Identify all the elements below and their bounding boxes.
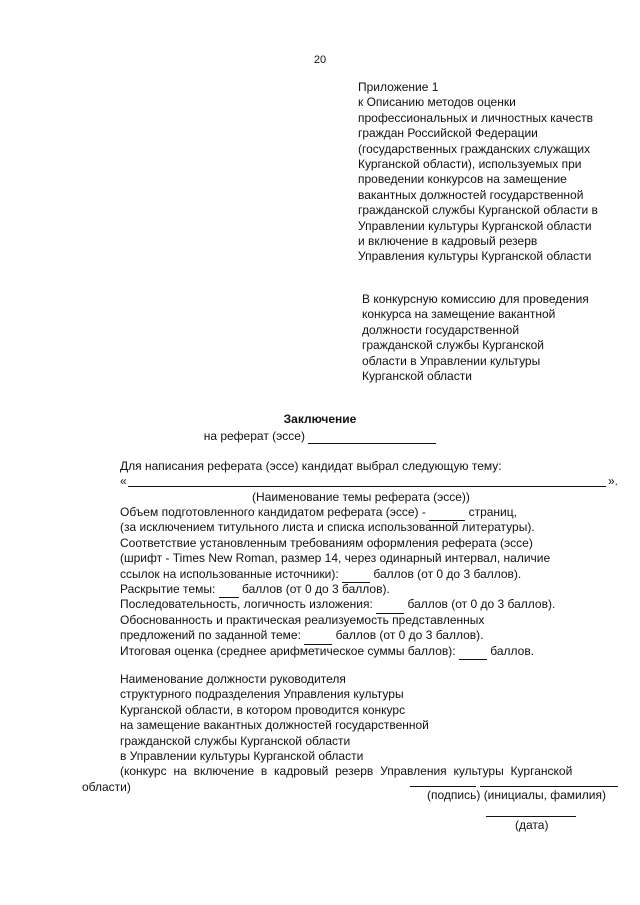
proposals-label: предложений по заданной теме: <box>120 628 301 643</box>
appendix-line: граждан Российской Федерации <box>358 126 538 141</box>
signature-caption: (подпись) (инициалы, фамилия) <box>427 788 606 802</box>
signer-line: гражданской службы Курганской области <box>120 733 351 748</box>
signer-line: в Управлении культуры Курганской области <box>120 748 364 763</box>
appendix-block <box>358 80 598 265</box>
addressee-line: гражданской службы Курганской <box>362 338 544 353</box>
appendix-line: Приложение 1 <box>358 80 439 94</box>
exclusion-note: (за исключением титульного листа и списка использованной литературы). <box>120 520 535 535</box>
logic-score-blank <box>376 597 404 613</box>
proposals-score-unit: баллов (от 0 до 3 баллов). <box>335 628 484 643</box>
addressee-line: Курганской области <box>362 368 472 383</box>
document-title: Заключение <box>283 412 357 426</box>
date-line <box>486 816 576 817</box>
references-label: ссылок на использованные источники): <box>120 566 339 581</box>
signature-line <box>410 786 476 787</box>
topic-caption: (Наименование темы реферата (эссе)) <box>252 489 470 504</box>
format-line: Соответствие установленным требованиям оформления реферата (эссе) <box>120 535 533 550</box>
addressee-block <box>362 292 589 384</box>
logic-line <box>120 597 555 612</box>
addressee-line: В конкурсную комиссию для проведения <box>362 292 589 306</box>
signer-line: Курганской области, в котором проводится конкурс <box>120 702 406 717</box>
signer-line: структурного подразделения Управления культуры <box>120 687 404 702</box>
appendix-line: и включение в кадровый резерв <box>358 233 538 248</box>
pages-unit: страниц, <box>468 505 517 519</box>
essay-blank-line <box>308 429 436 444</box>
total-label: Итоговая оценка (среднее арифметическое суммы баллов): <box>120 643 456 658</box>
validity-line: Обоснованность и практическая реализуемость представленных <box>120 612 485 627</box>
total-score-blank <box>459 644 487 660</box>
appendix-line: к Описанию методов оценки <box>358 95 516 110</box>
appendix-line: вакантных должностей государственной <box>358 187 584 202</box>
addressee-line: области в Управлении культуры <box>362 353 541 368</box>
format-details: (шрифт - Times New Roman, размер 14, через одинарный интервал, наличие <box>120 551 551 566</box>
document-subtitle <box>0 429 640 444</box>
page-number: 20 <box>313 54 327 66</box>
signature-section <box>120 672 572 780</box>
addressee-line: конкурса на замещение вакантной <box>362 307 556 322</box>
topic-blank-line <box>128 486 606 487</box>
appendix-line: проведении конкурсов на замещение <box>358 172 567 187</box>
coverage-score-blank <box>219 582 239 598</box>
signer-line: (конкурс на включение в кадровый резерв Управления культуры Курганской <box>120 764 573 779</box>
appendix-line: (государственных гражданских служащих <box>358 141 591 156</box>
references-score-unit: баллов (от 0 до 3 баллов). <box>373 566 522 581</box>
references-line <box>120 567 555 582</box>
total-score-unit: баллов. <box>490 643 535 658</box>
appendix-line: Управлении культуры Курганской области <box>358 218 592 233</box>
appendix-line: Курганской области), используемых при <box>358 156 582 171</box>
signer-last-word: области) <box>82 780 131 794</box>
coverage-label: Раскрытие темы: <box>120 581 216 596</box>
volume-line <box>120 505 555 520</box>
evaluation-section <box>120 505 555 659</box>
topic-line <box>120 474 620 489</box>
topic-section <box>120 459 620 505</box>
topic-coverage-line <box>120 582 555 597</box>
volume-label: Объем подготовленного кандидатом реферата (эссе) - <box>120 505 426 519</box>
pages-blank <box>429 505 465 521</box>
quote-open: « <box>120 474 127 489</box>
proposals-line <box>120 628 555 643</box>
coverage-score-unit: баллов (от 0 до 3 баллов). <box>241 581 390 596</box>
appendix-line: профессиональных и личностных качеств <box>358 110 594 125</box>
logic-score-unit: баллов (от 0 до 3 баллов). <box>407 597 556 612</box>
quote-close: ». <box>608 474 619 489</box>
appendix-line: Управления культуры Курганской области <box>358 249 592 264</box>
logic-label: Последовательность, логичность изложения: <box>120 597 373 612</box>
signer-line: на замещение вакантных должностей государственной <box>120 718 429 733</box>
appendix-line: гражданской службы Курганской области в <box>358 203 598 218</box>
subtitle-text: на реферат (эссе) <box>203 429 305 443</box>
topic-intro: Для написания реферата (эссе) кандидат выбрал следующую тему: <box>120 459 502 473</box>
signer-line: Наименование должности руководителя <box>120 672 346 686</box>
name-line <box>480 786 618 787</box>
total-score-line <box>120 644 555 659</box>
date-caption: (дата) <box>515 818 549 832</box>
addressee-line: должности государственной <box>362 322 520 337</box>
references-score-blank <box>342 567 370 583</box>
proposals-score-blank <box>304 628 332 644</box>
